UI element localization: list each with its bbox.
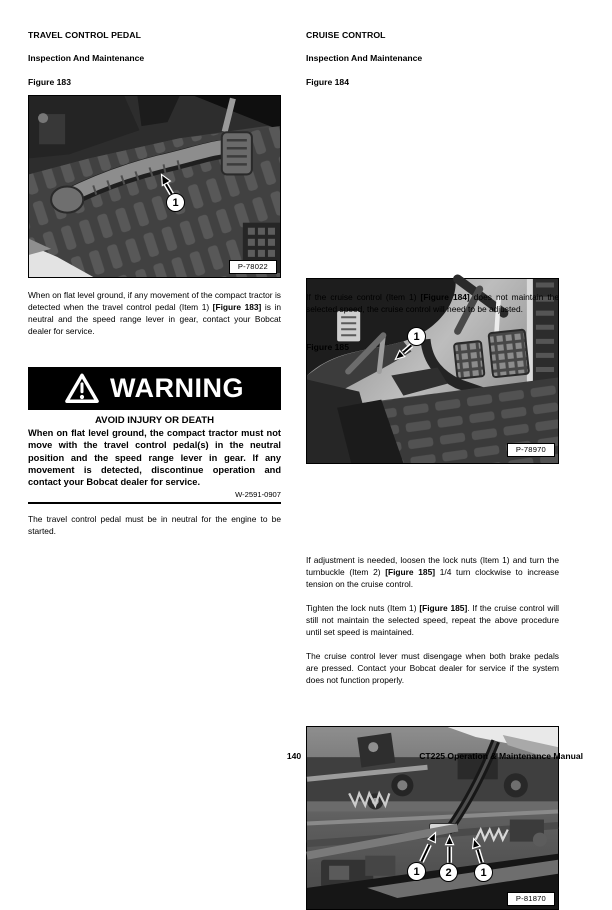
paragraph-text: If adjustment is needed, loosen the lock nuts (Item 1) and turn the turnbuckle (Item 2) [306, 555, 559, 577]
warning-divider [28, 502, 281, 504]
warning-code: W-2591-0907 [235, 490, 281, 500]
photo-id-label: P-78022 [229, 260, 277, 274]
warning-block [28, 367, 281, 504]
callout-badge-1: 1 [407, 862, 426, 881]
figure-reference: [Figure 185] [385, 567, 436, 577]
paragraph-text: When on flat level ground, if any movement of the compact tractor is detected when the travel control pedal (Item 1) [28, 290, 281, 312]
figure-reference: [Figure 184] [420, 292, 470, 302]
paragraph-travel-pedal [28, 289, 281, 337]
subsection-title-left: Inspection And Maintenance [28, 53, 145, 63]
paragraph-text: does not maintain the selected speed, the cruise control will need to be adjusted. [306, 292, 559, 314]
paragraph-pedal-neutral: The travel control pedal must be in neutral for the engine to be started. [28, 514, 281, 536]
figure-183-photo [28, 95, 281, 278]
warning-banner-label: WARNING [110, 373, 244, 403]
figure-183-illustration [29, 96, 280, 277]
figure-185-caption: Figure 185 [306, 342, 349, 352]
paragraph-adjustment [306, 554, 559, 590]
callout-badge-2: 2 [439, 863, 458, 882]
figure-reference: [Figure 183] [212, 302, 262, 312]
warning-banner [28, 367, 281, 410]
callout-badge-1: 1 [407, 327, 426, 346]
subsection-title-right: Inspection And Maintenance [306, 53, 423, 63]
footer-page-number: 140 [286, 751, 302, 761]
paragraph-cruise-adjust [306, 291, 559, 315]
photo-id-label: P-81870 [507, 892, 555, 906]
figure-reference: [Figure 185] [419, 603, 468, 613]
photo-id-label: P-78970 [507, 443, 555, 457]
paragraph-tighten [306, 602, 559, 638]
warning-body-text: When on flat level ground, the compact tractor must not move with the travel control pedal(s) in the neutral position and the speed range lever in gear. If any movement is detected, discontinue operation and contact your Bobcat dealer for service. [28, 428, 281, 488]
paragraph-text: . If the cruise control will still not maintain the selected speed, repeat the above procedure until set speed is maintained. [306, 603, 559, 637]
footer-manual-title: CT225 Operation & Maintenance Manual [419, 751, 583, 761]
figure-184-caption: Figure 184 [306, 77, 349, 87]
section-title-cruise-control: CRUISE CONTROL [306, 30, 386, 40]
paragraph-disengage: The cruise control lever must disengage when both brake pedals are pressed. Contact your Bobcat dealer for service if the system does not function properly. [306, 651, 559, 685]
paragraph-text: 1/4 turn clockwise to increase tension on the cruise control. [306, 567, 559, 589]
warning-heading: AVOID INJURY OR DEATH [94, 415, 215, 426]
warning-triangle-icon [65, 373, 99, 404]
callout-badge-1: 1 [166, 193, 185, 212]
section-title-travel-control-pedal: TRAVEL CONTROL PEDAL [28, 30, 142, 40]
paragraph-text: is in neutral and the speed range lever in gear, contact your Bobcat dealer for service. [28, 302, 281, 336]
figure-183-caption: Figure 183 [28, 77, 71, 87]
callout-badge-3: 1 [474, 863, 493, 882]
paragraph-text: Tighten the lock nuts (Item 1) [306, 603, 420, 613]
paragraph-text: If the cruise control (Item 1) [306, 292, 421, 302]
